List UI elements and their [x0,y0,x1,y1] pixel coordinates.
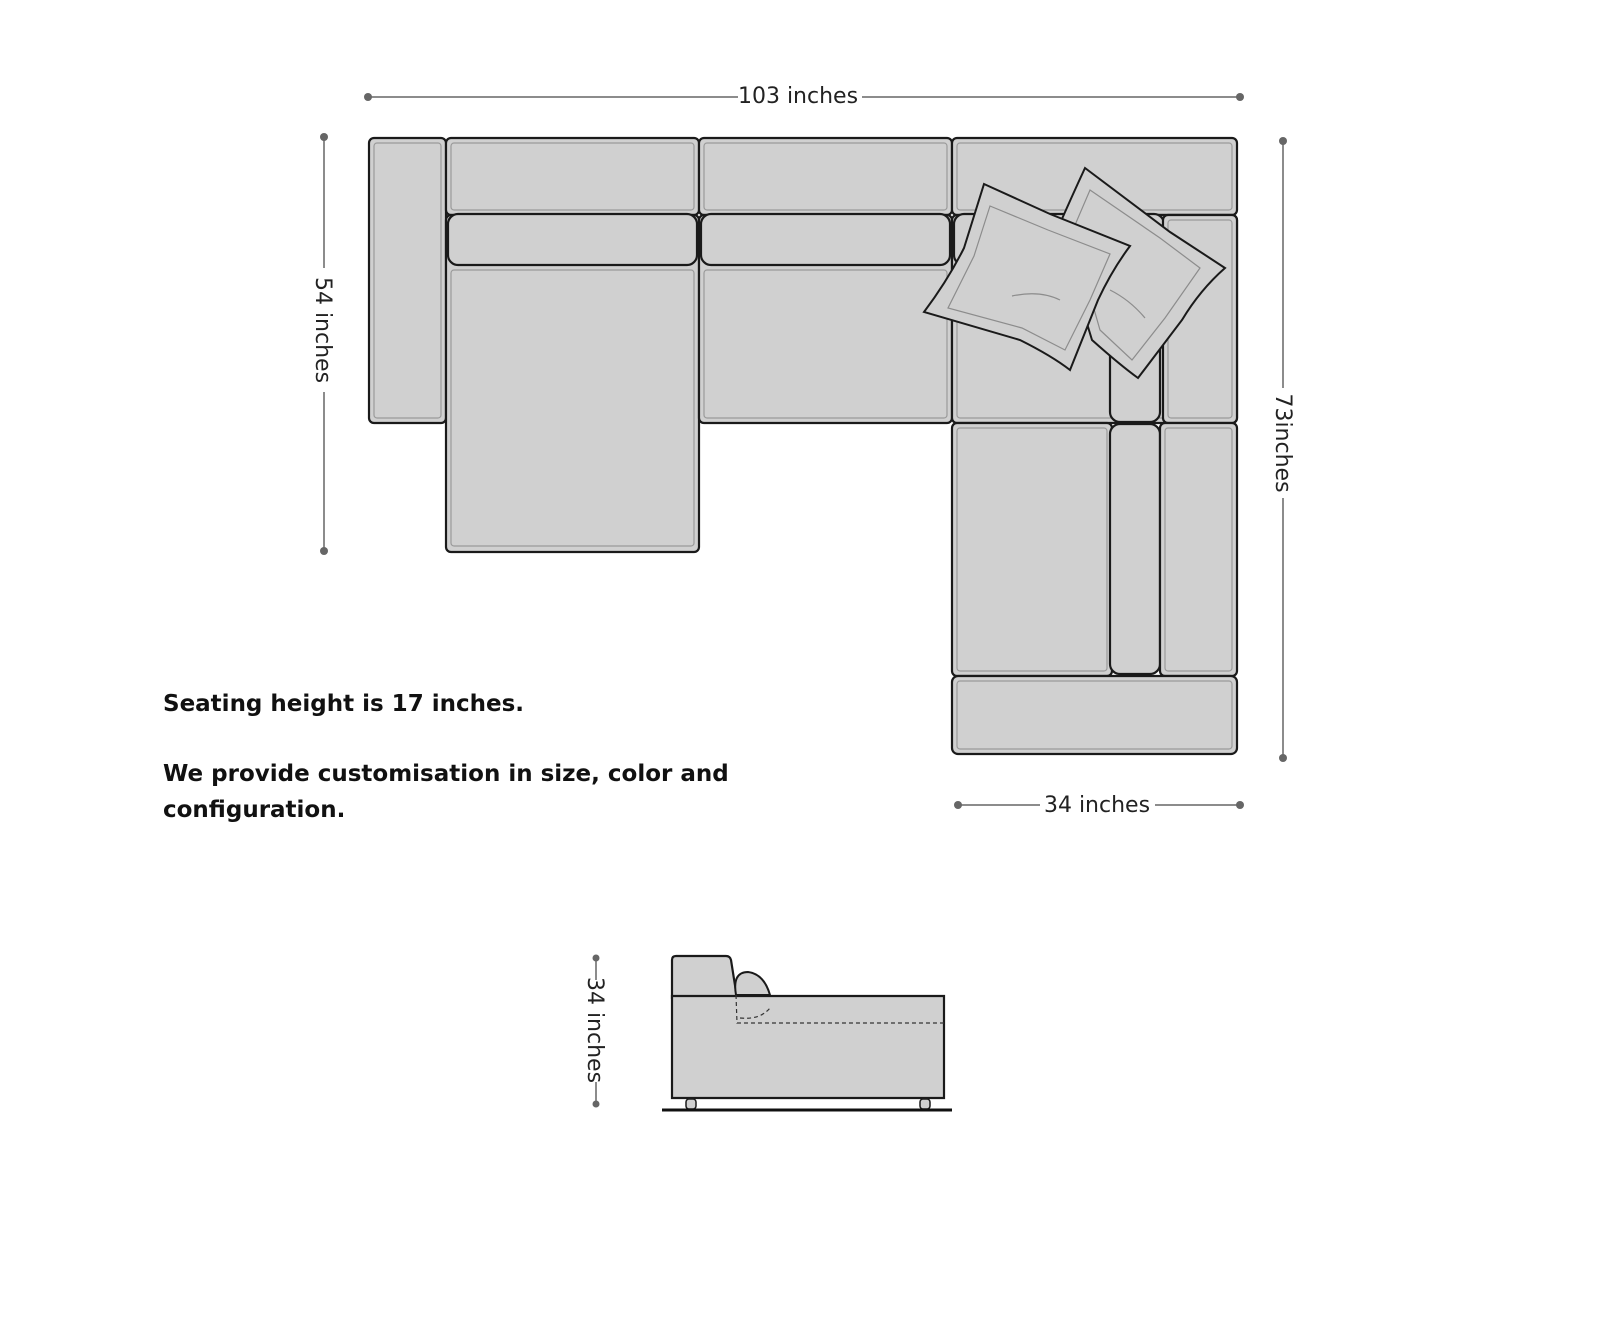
top-width-dimension [364,84,1244,109]
left-depth-dimension [310,133,335,555]
left-arm [369,138,446,423]
back-cushion-1 [446,138,699,215]
bottom-width-dimension [954,793,1244,818]
sofa-side-view [662,956,952,1110]
bottom-arm [952,676,1237,754]
sofa-top-view [369,138,1237,754]
right-depth-dimension [1270,137,1295,762]
seat-roll-1 [448,214,697,265]
seat-roll-2 [701,214,950,265]
seating-height-note: Seating height is 17 inches. [163,691,524,717]
customisation-note: We provide customisation in size, color and configuration. [163,761,729,823]
bottom-width-label: 34 inches [1043,793,1151,818]
right-arm-lower [1160,423,1237,676]
right-chaise-roll [1110,424,1160,674]
right-depth-label: 73inches [1270,393,1295,493]
side-height-label: 34 inches [582,976,607,1084]
left-depth-label: 54 inches [310,276,335,384]
top-width-label: 103 inches [737,84,859,109]
side-height-dimension [582,955,607,1108]
right-chaise-seat [952,423,1112,676]
back-cushion-2 [699,138,952,215]
